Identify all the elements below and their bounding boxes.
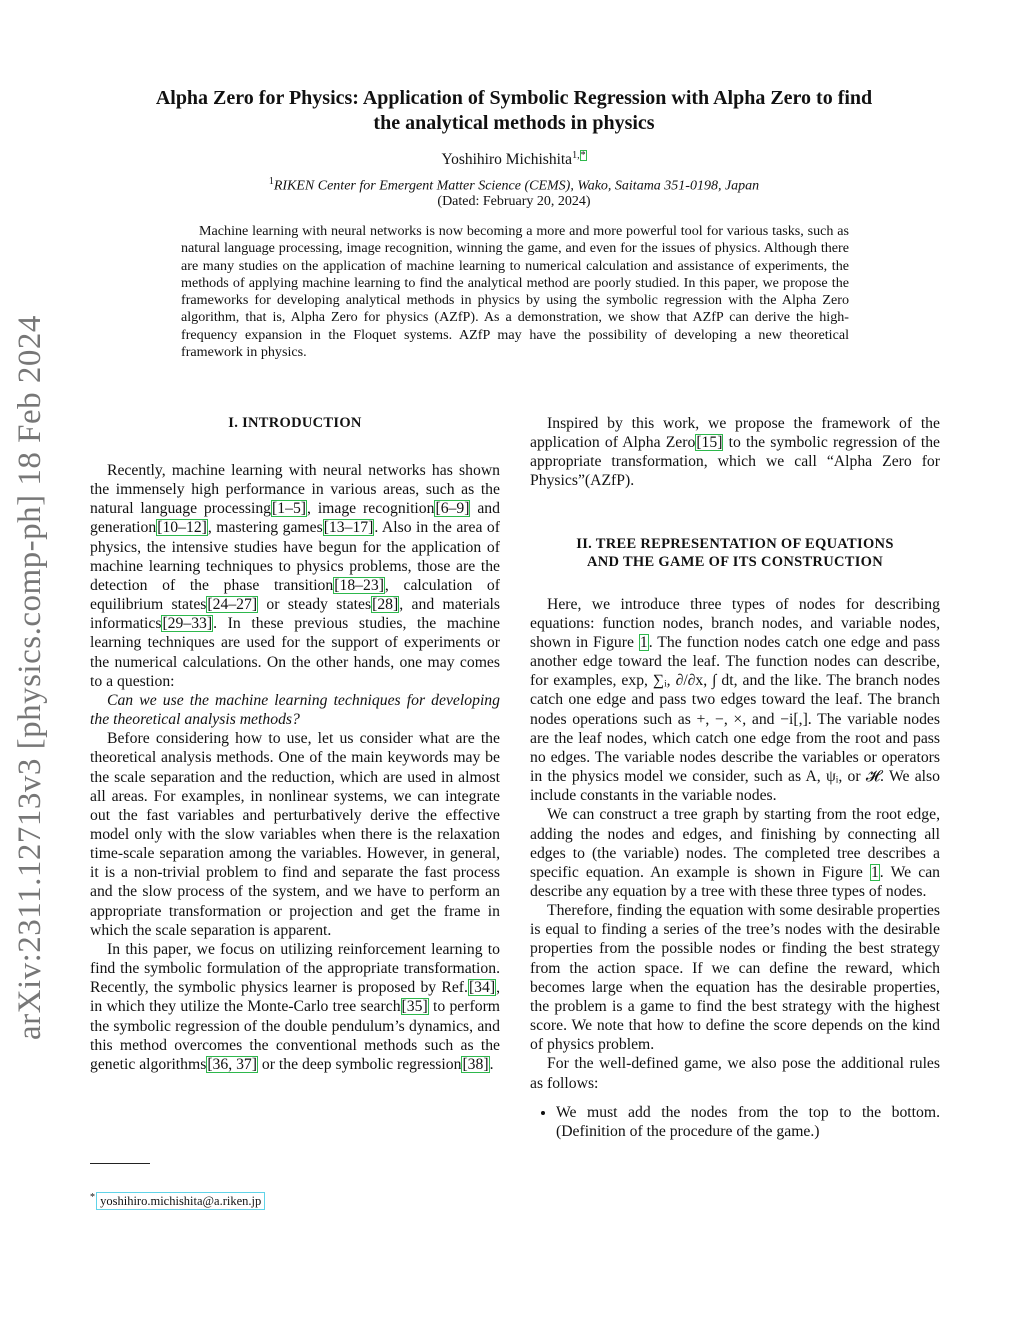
citation-link[interactable]: [36, 37] bbox=[207, 1055, 257, 1073]
intro-paragraph-4 bbox=[530, 414, 940, 491]
section-1-heading: I. INTRODUCTION bbox=[228, 415, 362, 431]
text-run: and generation bbox=[90, 500, 500, 537]
figure-link[interactable]: 1 bbox=[870, 863, 879, 881]
text-run: , image recognition bbox=[307, 500, 435, 518]
citation-link[interactable]: [24–27] bbox=[207, 596, 258, 614]
sec2-paragraph-1 bbox=[530, 595, 940, 806]
text-run: We can construct a tree graph by starting from the root edge, adding the nodes and edges, and finishing by connecting all edges to (the variable) nodes. The completed tree describes a specific equation. An example is shown in Figure bbox=[530, 806, 940, 881]
author-name: Yoshihiro Michishita bbox=[441, 151, 573, 169]
abstract: Machine learning with neural networks is now becoming a more and more powerful tool for various tasks, such as natural language processing, image recognition, winning the game, and even for the issues of physics. Although there are many studies on the application of machine learning to numerical calculation and assistance of experiments, the methods of applying machine learning to find the analytical method are poorly studied. In this paper, we propose the frameworks for developing analytical methods in physics by using the symbolic regression with the Alpha Zero algorithm, that is, Alpha Zero for physics (AZfP). As a demonstration, we show that AZfP can derive the high-frequency expansion in the Floquet systems. AZfP may have the possibility of developing a new theoretical framework in physics. bbox=[181, 223, 849, 361]
citation-link[interactable]: [15] bbox=[696, 434, 723, 452]
citation-link[interactable]: [28] bbox=[372, 596, 399, 614]
email-link[interactable]: yoshihiro.michishita@a.riken.jp bbox=[100, 1194, 262, 1209]
author-email-footnote-link[interactable]: * bbox=[580, 150, 586, 161]
text-run: . Also in the area of physics, the intensive studies have begun for the application of machine learning techniques to physics problems, those are the detection of the phase transition bbox=[90, 519, 500, 594]
footnote-mark: * bbox=[90, 1192, 95, 1203]
research-question: Can we use the machine learning techniques for developing the theoretical analysis methods? bbox=[90, 691, 500, 729]
author-affiliation-marks: 1, bbox=[572, 150, 580, 161]
citation-link[interactable]: [10–12] bbox=[157, 519, 207, 537]
sec2-paragraph-3: Therefore, finding the equation with some desirable properties is equal to finding a series of the tree’s nodes with the desirable properties from the possible nodes or finding the best strategy from the action space. If we can define the reward, which becomes large when the equation has the desirable properties, the problem is a game to find the best strategy with the highest score. We note that how to define the score depends on the kind of physics problem. bbox=[530, 902, 940, 1054]
citation-link[interactable]: [6–9] bbox=[435, 500, 470, 518]
footnote bbox=[90, 1192, 263, 1209]
text-run: . bbox=[489, 1055, 494, 1073]
citation-link[interactable]: [35] bbox=[401, 998, 428, 1016]
title-line-1: Alpha Zero for Physics: Application of Symbolic Regression with Alpha Zero to find bbox=[155, 87, 873, 109]
footnote-rule bbox=[90, 1163, 150, 1164]
text-run: Here, we introduce three types of nodes for describing equations: function nodes, branch nodes, and variable nodes, shown in Figure bbox=[530, 595, 940, 651]
text-run: . We can describe any equation by a tree with these three types of nodes. bbox=[530, 863, 940, 900]
author-line bbox=[90, 150, 938, 169]
text-run: , mastering games bbox=[207, 519, 323, 537]
sec2-paragraph-4: For the well-defined game, we also pose the additional rules as follows: bbox=[530, 1055, 940, 1092]
affiliation-mark: 1 bbox=[268, 176, 274, 187]
section-2-heading-line-2: AND THE GAME OF ITS CONSTRUCTION bbox=[586, 553, 884, 570]
citation-link[interactable]: [18–23] bbox=[334, 576, 384, 594]
affiliation bbox=[90, 176, 938, 195]
citation-link[interactable]: [29–33] bbox=[162, 615, 213, 633]
text-run: or steady states bbox=[258, 596, 372, 614]
section-2-heading-line-1: II. TREE REPRESENTATION OF EQUATIONS bbox=[576, 535, 894, 552]
intro-paragraph-3 bbox=[90, 940, 500, 1074]
figure-link[interactable]: 1 bbox=[639, 633, 648, 651]
date-line: (Dated: February 20, 2024) bbox=[437, 194, 591, 209]
text-run: In this paper, we focus on utilizing reinforcement learning to find the symbolic formulation of the appropriate transformation. Recently, the symbolic physics learner is proposed by Ref. bbox=[90, 940, 500, 997]
title-line-2: the analytical methods in physics bbox=[373, 112, 655, 134]
right-column bbox=[530, 414, 940, 1141]
text-run: , calculation of equilibrium states bbox=[90, 576, 500, 614]
text-run: Recently, machine learning with neural networks has shown the immensely high performance in various areas, such as the natural language processing bbox=[90, 462, 500, 518]
text-run: or the deep symbolic regression bbox=[258, 1055, 462, 1073]
citation-link[interactable]: [34] bbox=[468, 979, 496, 997]
paper-title bbox=[90, 86, 938, 136]
intro-paragraph-1 bbox=[90, 461, 500, 691]
citation-link[interactable]: [38] bbox=[462, 1055, 489, 1073]
citation-link[interactable]: [1–5] bbox=[272, 500, 307, 518]
citation-link[interactable]: [13–17] bbox=[323, 519, 374, 537]
sec2-paragraph-2 bbox=[530, 805, 940, 901]
text-run: to perform the symbolic regression of the double pendulum’s dynamics, and this method overcomes the conventional methods such as the genetic algorithms bbox=[90, 998, 500, 1073]
affiliation-text: RIKEN Center for Emergent Matter Science (CEMS), Wako, Saitama 351-0198, Japan bbox=[273, 178, 760, 194]
rule-item: • We must add the nodes from the top to the bottom. (Definition of the procedure of the game.) bbox=[556, 1103, 940, 1141]
text-run: , and materials informatics bbox=[90, 596, 500, 633]
left-column bbox=[90, 414, 500, 1074]
text-run: Inspired by this work, we propose the framework of the application of Alpha Zero bbox=[530, 415, 940, 452]
text-run: , in which they utilize the Monte-Carlo tree search bbox=[90, 979, 500, 1016]
text-run: . In these previous studies, the machine learning techniques are used for the support of experiments or the numerical calculations. On the other hands, one may comes to a question: bbox=[90, 615, 500, 690]
section-2-heading bbox=[530, 535, 940, 571]
text-run: . The function nodes catch one edge and pass another edge toward the leaf. The function nodes can describe, for examples, exp, ∑ᵢ, ∂/∂x, ∫ dt, and the like. The branch nodes catch one edge and pass two edges toward the leaf. The branch nodes operations such as +, −, ×, and −i[,]. The variable nodes are the leaf nodes, which catch one edge from the root and pass no edges. The variable nodes describe the variables or operators in the physics model we consider, such as A, ψᵢ, or 𝓗. We also include constants in the variable nodes. bbox=[530, 633, 941, 805]
rules-list bbox=[530, 1103, 940, 1141]
text-run: to the symbolic regression of the appropriate transformation, which we call “Alpha Zero for Physics”(AZfP). bbox=[530, 434, 940, 490]
intro-paragraph-2: Before considering how to use, let us consider what are the theoretical analysis methods. One of the main keywords may be the scale separation and the reduction, which are used in almost all areas. For examples, in nonlinear systems, we can integrate out the fast variables and perturbatively derive the effective model only with the slow variables when there is the relaxation time-scale separation among the variables. However, in general, it is a non-trivial problem to find and separate the fast process and the slow process of the system, and we have to perform an appropriate transformation or projection and get the frame in which the scale separation is apparent. bbox=[90, 730, 500, 939]
arxiv-identifier-stamp: arXiv:2311.12713v3 [physics.comp-ph] 18 Feb 2024 bbox=[12, 315, 48, 1040]
